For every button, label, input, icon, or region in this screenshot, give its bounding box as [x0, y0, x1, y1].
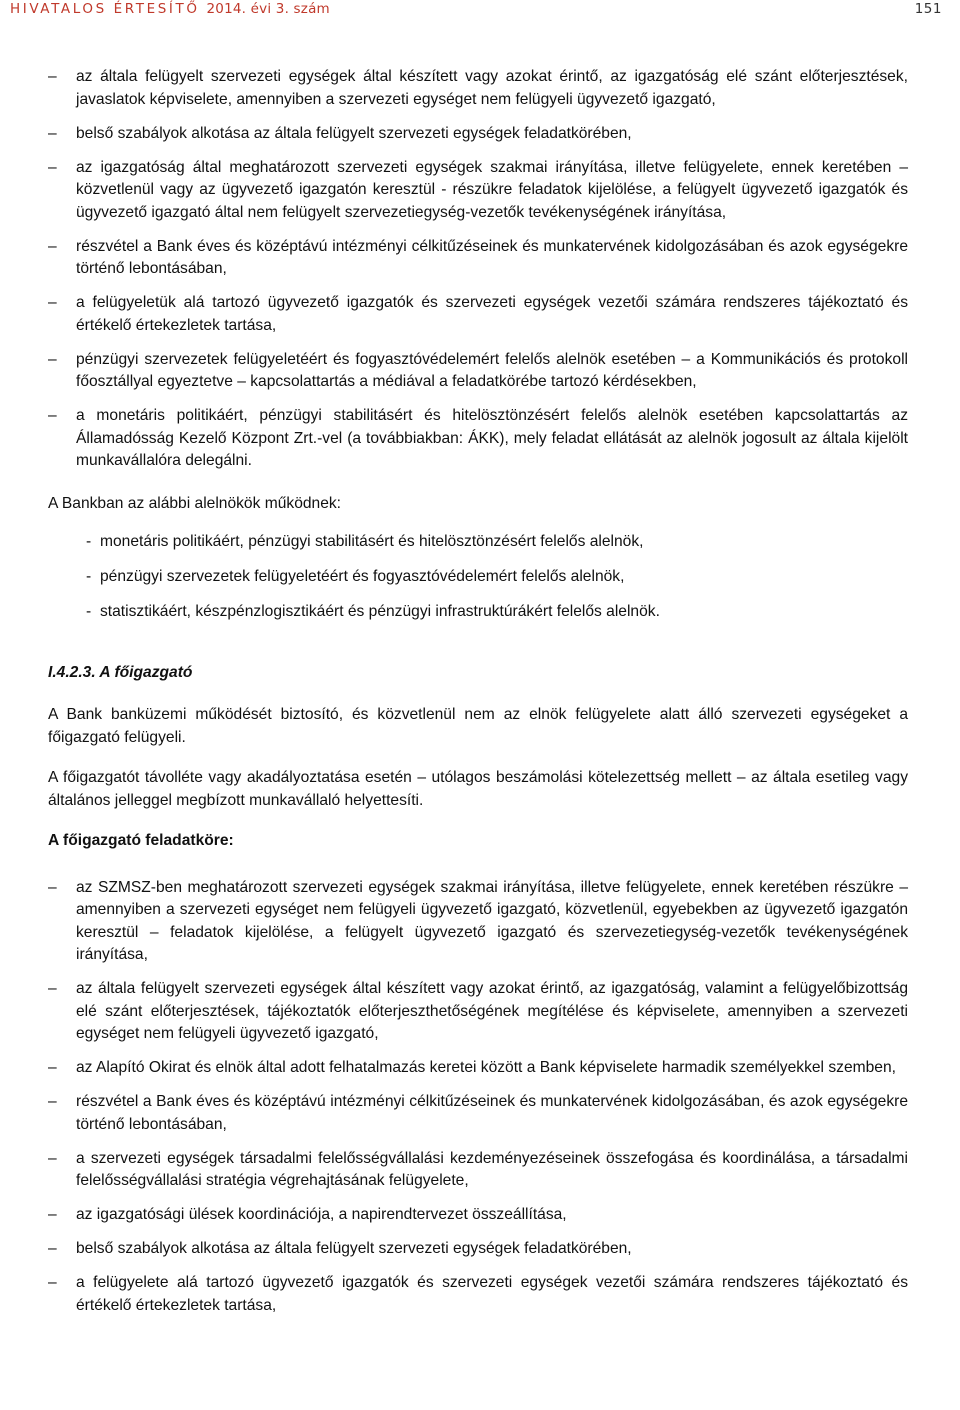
dash-bullet-icon: - — [86, 568, 92, 585]
dash-bullet-icon: – — [48, 980, 57, 997]
issue-number: 2014. évi 3. szám — [206, 1, 330, 17]
dash-bullet-icon: – — [48, 1059, 57, 1076]
dash-bullet-icon: – — [48, 294, 57, 311]
dash-bullet-icon: – — [48, 237, 57, 255]
director-duties-list — [48, 877, 908, 1318]
dash-bullet-icon: – — [48, 350, 57, 368]
dash-bullet-icon: – — [48, 68, 57, 85]
dash-bullet-icon: - — [86, 603, 92, 620]
list-item-text: az SZMSZ-ben meghatározott szervezeti egységek szakmai irányítása, illetve felügyelete, ennek keretében részükre – amennyiben a szervezeti egységet nem felügyeli ügyvezető igazgató, közvetlenül, egyebekben az ügyvezető igazgatón keresztül – feladatok kijelölése, a felügyelt ügyvezető igazgató és szervezetiegység-vezetők tevékenységének irányítása, — [76, 878, 908, 963]
list-item-text: belső szabályok alkotása az általa felügyelt szervezeti egységek feladatkörében, — [76, 124, 632, 142]
list-item-text: statisztikáért, készpénzlogisztikáért és pénzügyi infrastruktúrákért felelős alelnök. — [100, 603, 660, 620]
dash-bullet-icon: – — [48, 407, 57, 424]
list-item-text: a monetáris politikáért, pénzügyi stabilitásért és hitelösztönzésért felelős alelnök esetében kapcsolattartás az Államadósság Kezelő Központ Zrt.-vel (a továbbiakban: ÁKK), mely feladat ellátását az alelnök jogosult az általa kijelölt munkavállalóra delegálni. — [76, 407, 908, 469]
list-item — [48, 877, 908, 967]
subsection-heading: A főigazgató feladatköre: — [48, 832, 234, 849]
list-item-text: belső szabályok alkotása az általa felügyelt szervezeti egységek feladatkörében, — [76, 1240, 632, 1257]
list-item-text: a felügyeletük alá tartozó ügyvezető igazgatók és szervezeti egységek vezetői számára rendszeres tájékoztató és értékelő értekezletek tartása, — [76, 294, 908, 334]
deputy-duties-list — [48, 66, 908, 473]
list-item-text: az igazgatósági ülések koordinációja, a napirendtervezet összeállítása, — [76, 1206, 567, 1223]
list-item — [48, 349, 908, 394]
page-number: 151 — [914, 1, 942, 17]
list-item — [48, 405, 908, 473]
list-item — [48, 66, 908, 111]
list-item — [48, 1148, 908, 1193]
list-item — [48, 601, 908, 624]
dash-bullet-icon: – — [48, 1206, 57, 1223]
list-item-text: pénzügyi szervezetek felügyeletéért és fogyasztóvédelemért felelős alelnök, — [100, 568, 625, 585]
list-item-text: monetáris politikáért, pénzügyi stabilitásért és hitelösztönzésért felelős alelnök, — [100, 533, 644, 550]
list-item — [48, 1238, 908, 1261]
list-item-text: a szervezeti egységek társadalmi felelősségvállalási kezdeményezéseinek összefogása és koordinálása, a társadalmi felelősségvállalási stratégia végrehajtásának felügyelete, — [76, 1149, 908, 1189]
dash-bullet-icon: – — [48, 878, 57, 896]
list-item — [48, 978, 908, 1046]
list-item-text: részvétel a Bank éves és középtávú intézményi célkitűzéseinek és munkatervének kidolgozásában és azok egységekre történő lebontásában, — [76, 237, 908, 277]
deputies-list — [48, 531, 908, 624]
dash-bullet-icon: – — [48, 158, 57, 176]
dash-bullet-icon: – — [48, 124, 57, 142]
dash-bullet-icon: - — [86, 533, 92, 550]
list-item-text: pénzügyi szervezetek felügyeletéért és fogyasztóvédelemért felelős alelnök esetében – a Kommunikációs és protokoll főosztállyal egyeztetve – kapcsolattartás a médiával a feladatkörébe tartozó kérdésekben, — [76, 350, 908, 390]
dash-bullet-icon: – — [48, 1093, 57, 1110]
section-heading: I.4.2.3. A főigazgató — [48, 663, 193, 681]
list-item — [48, 123, 908, 146]
list-item-text: az Alapító Okirat és elnök által adott felhatalmazás keretei között a Bank képviselete harmadik személyekkel szemben, — [76, 1059, 896, 1076]
list-item-text: részvétel a Bank éves és középtávú intézményi célkitűzéseinek és munkatervének kidolgozásában, és azok egységekre történő lebontásában, — [76, 1093, 908, 1133]
list-item — [48, 531, 908, 554]
list-item — [48, 236, 908, 281]
list-item — [48, 292, 908, 337]
list-item — [48, 566, 908, 589]
deputies-intro: A Bankban az alábbi alelnökök működnek: — [48, 494, 342, 512]
document-body — [48, 66, 908, 1329]
journal-title — [10, 1, 330, 17]
list-item — [48, 1091, 908, 1136]
list-item — [48, 1272, 908, 1317]
list-item — [48, 1057, 908, 1080]
list-item — [48, 157, 908, 225]
paragraph: A Bank banküzemi működését biztosító, és közvetlenül nem az elnök felügyelete alatt álló szervezeti egységeket a főigazgató felügyeli. — [48, 706, 908, 746]
journal-name: HIVATALOS ÉRTESÍTŐ — [10, 1, 200, 17]
paragraph: A főigazgatót távolléte vagy akadályoztatása esetén – utólagos beszámolási kötelezettség mellett – az általa esetileg vagy általános jelleggel megbízott munkavállaló helyettesíti. — [48, 769, 908, 809]
dash-bullet-icon: – — [48, 1240, 57, 1257]
list-item — [48, 1204, 908, 1227]
dash-bullet-icon: – — [48, 1149, 57, 1167]
dash-bullet-icon: – — [48, 1274, 57, 1291]
page-header — [0, 0, 960, 22]
list-item-text: az igazgatóság által meghatározott szervezeti egységek szakmai irányítása, illetve felügyelete, ennek keretében – közvetlenül vagy az ügyvezető igazgatón keresztül - részükre feladatok kijelölése, a felügyelt ügyvezető igazgatók és ügyvezető igazgató által nem felügyelt szervezetiegység-vezetők tevékenységének irányítása, — [76, 158, 908, 221]
list-item-text: az általa felügyelt szervezeti egységek által készített vagy azokat érintő, az igazgatóság elé szánt előterjesztések, javaslatok képviselete, amennyiben a szervezeti egységet nem felügyeli ügyvezető igazgató, — [76, 68, 908, 108]
list-item-text: az általa felügyelt szervezeti egységek által készített vagy azokat érintő, az igazgatóság, valamint a felügyelőbizottság elé szánt előterjesztések, tájékoztatók előterjeszthetőségének megítélése és képviselete, amennyiben a szervezeti egységet nem felügyeli ügyvezető igazgató, — [76, 980, 908, 1042]
list-item-text: a felügyelete alá tartozó ügyvezető igazgatók és szervezeti egységek vezetői számára rendszeres tájékoztató és értékelő értekezletek tartása, — [76, 1274, 908, 1314]
